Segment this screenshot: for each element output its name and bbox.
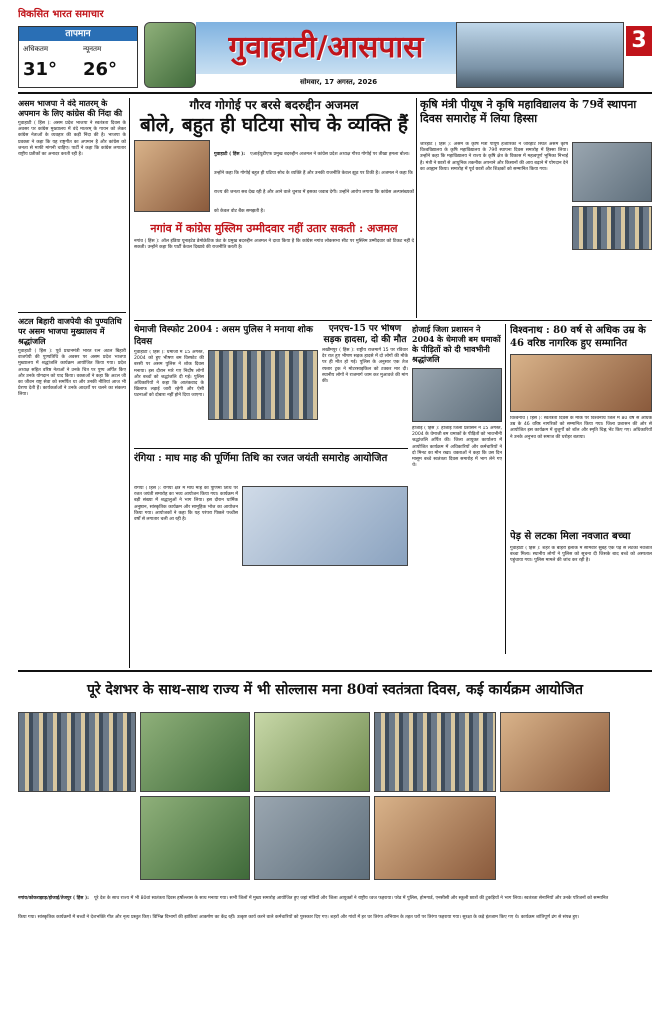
- bottom-photo-4: [374, 712, 496, 792]
- rangiya-headline: रंगिया : माघ माह की पूर्णिमा तिथि का रजत जयंती समारोह आयोजित: [134, 453, 388, 464]
- weather-max-value: 31°: [23, 59, 58, 80]
- mid-left-article: [134, 324, 318, 446]
- lead-headline: बोले, बहुत ही घटिया सोच के व्यक्ति हैं: [140, 114, 408, 136]
- mid-right-photo: [412, 368, 502, 422]
- mid-center-headline: एनएच-15 पर भीषण सड़क हादसा, दो की मौत: [323, 324, 407, 345]
- bottom-article-body: [18, 884, 610, 1018]
- right-top-photo: [572, 142, 652, 202]
- right-top-headline: कृषि मंत्री पीयूष ने कृषि महाविद्यालय के 79वें स्थापना दिवस समारोह में लिया हिस्सा: [420, 98, 637, 125]
- masthead-rule: [18, 92, 652, 94]
- mid-center-article: [322, 324, 408, 446]
- bottom-body: पूरे देश के साथ राज्य में भी 80वां स्वतंत्रता दिवस हर्षोल्लास के साथ मनाया गया। सभी जिलों में मुख्य समारोह आयोजित हुए जहां मंत्रियों और जिला आयुक्तों ने राष्ट्रीय ध्वज फहराया। परेड में पुलिस, होमगार्ड, एनसीसी और स्कूली छात्रों की टुकड़ियों ने भाग लिया। स्वतंत्रता सेनानियों और उनके परिजनों को सम्मानित किया गया। सांस्कृतिक कार्यक्रमों में बच्चों ने देशभक्ति गीत और नृत्य प्रस्तुत किए। विभिन्न विभागों की झांकियां आकर्षण का केंद्र रहीं। उत्कृष्ट कार्य करने वाले कर्मचारियों को पुरस्कार दिए गए। शहरों और गांवों में हर घर तिरंगा अभियान के तहत घरों पर तिरंगा फहराया गया। सुरक्षा के कड़े इंतजाम किए गए थे। कार्यक्रम शांतिपूर्ण ढंग से संपन्न हुए।: [18, 896, 609, 920]
- far-right-headline: विश्वनाथ : 80 वर्ष से अधिक उम्र के 46 वरिष्ठ नागरिक हुए सम्मानित: [510, 325, 646, 349]
- weather-min-value: 26°: [83, 59, 118, 80]
- bottom-headline: पूरे देशभर के साथ-साथ राज्य में भी सोल्लास मना 80वां स्वतंत्रता दिवस, कई कार्यक्रम आयोजित: [86, 682, 584, 698]
- bottom-photo-1: [18, 712, 136, 792]
- weather-label: तापमान: [19, 27, 137, 41]
- lead-kicker: गौरव गोगोई पर बरसे बदरुद्दीन अजमल: [189, 98, 359, 112]
- masthead-title: गुवाहाटी/आसपास: [228, 30, 424, 65]
- lead-photo: [134, 140, 210, 212]
- masthead-city-photo: [144, 22, 196, 88]
- far-right-article: [510, 324, 652, 654]
- bottom-photo-5: [500, 712, 610, 792]
- weather-max-label: अधिकतम: [23, 45, 49, 53]
- weather-box: [18, 26, 138, 88]
- bottom-photo-7: [254, 796, 370, 880]
- bottom-photo-8: [374, 796, 496, 880]
- issue-date: सोमवार, 17 अगस्त, 2026: [300, 78, 378, 86]
- page-number: 3: [626, 26, 652, 56]
- upper-band-rule: [134, 320, 652, 321]
- bottom-photo-6: [140, 796, 250, 880]
- left-article-1: [18, 98, 126, 310]
- sub-lead-headline: नगांव में कांग्रेस मुस्लिम उम्मीदवार नहीं उतार सकती : अजमल: [150, 222, 398, 235]
- bottom-photo-3: [254, 712, 370, 792]
- left-divider: [18, 312, 126, 313]
- left-article-2: [18, 316, 126, 666]
- mid-right-body: होजाई ( हिंस ): होजाई जिला प्रशासन ने 15 अगस्त, 2004 के धेमाजी बम धमाकों के पीड़ितों को भावभीनी श्रद्धांजलि अर्पित की। जिला आयुक्त कार्यालय में आयोजित कार्यक्रम में अधिकारियों और कर्मचारियों ने दो मिनट का मौन रखा। वक्ताओं ने कहा कि उस दिन मासूम बच्चे स्वतंत्रता दिवस समारोह में भाग लेने गए थे।: [412, 426, 502, 469]
- rangiya-body: रंगिया ( हिंस ): रंगिया क्षेत्र में माघ माह की पूर्णिमा तिथि पर रजत जयंती समारोह का भव्य आयोजन किया गया। कार्यक्रम में बड़ी संख्या में श्रद्धालुओं ने भाग लिया। इस दौरान धार्मिक अनुष्ठान, सांस्कृतिक कार्यक्रम और सामूहिक भोज का आयोजन किया गया। आयोजकों ने कहा कि यह परंपरा पिछले पच्चीस वर्षों से लगातार चली आ रही है।: [134, 486, 238, 523]
- far-right-body: विश्वनाथ ( हिंस ): स्वतंत्रता दिवस के मौके पर विश्वनाथ जिले में 80 वर्ष से अधिक उम्र के 46 वरिष्ठ नागरिकों को सम्मानित किया गया। जिला प्रशासन की ओर से आयोजित इस कार्यक्रम में बुजुर्गों को शॉल और स्मृति चिह्न भेंट किए गए। अधिकारियों ने उनके अनुभव को समाज की धरोहर बताया।: [510, 416, 652, 440]
- lead-dateline: गुवाहाटी ( हिंस ):: [214, 152, 246, 157]
- left-article-1-headline: असम भाजपा ने वंदे मातरम् के अपमान के लिए कांग्रेस की निंदा की: [18, 98, 123, 118]
- mid-right-article: [412, 324, 502, 654]
- left-article-1-body: गुवाहाटी ( हिंस ): असम प्रदेश भाजपा ने स्वतंत्रता दिवस के अवसर पर कांग्रेस मुख्यालय में वंदे मातरम् के गायन को लेकर कांग्रेस नेताओं के व्यवहार की कड़ी निंदा की है। भाजपा के प्रवक्ता ने कहा कि यह राष्ट्रगीत का अपमान है और कांग्रेस को जनता से माफी मांगनी चाहिए। पार्टी ने कहा कि कांग्रेस लगातार राष्ट्रीय प्रतीकों का अनादर करती रही है।: [18, 121, 126, 158]
- left-article-2-body: गुवाहाटी ( हिंस ): पूर्व प्रधानमंत्री भारत रत्न अटल बिहारी वाजपेयी की पुण्यतिथि के अवसर पर असम प्रदेश भाजपा मुख्यालय में श्रद्धांजलि कार्यक्रम आयोजित किया गया। प्रदेश अध्यक्ष सहित वरिष्ठ नेताओं ने उनके चित्र पर पुष्प अर्पित किए और उनके योगदान को याद किया। वक्ताओं ने कहा कि अटल जी का जीवन राष्ट्र सेवा को समर्पित था और उनकी नीतियां आज भी प्रेरणा देती हैं। कार्यकर्ताओं ने उनके आदर्शों पर चलने का संकल्प लिया।: [18, 349, 126, 398]
- rangiya-photo: [242, 486, 408, 566]
- mid-left-photo: [208, 350, 318, 420]
- bottom-dateline: नगांव/कोकराझाड़/होजाई/तेजपुर ( हिंस ):: [18, 896, 89, 901]
- right-top-photo-2: [572, 206, 652, 250]
- bottom-side-column: [614, 712, 652, 1018]
- lead-body-wrap: [214, 140, 414, 216]
- right-top-body: जोरहाट ( हिंस ): असम के कृषि मंत्री पीयूष हजारिका ने जोरहाट स्थित असम कृषि विश्वविद्यालय के कृषि महाविद्यालय के 79वें स्थापना दिवस समारोह में हिस्सा लिया। उन्होंने कहा कि महाविद्यालय ने राज्य के कृषि क्षेत्र के विकास में महत्वपूर्ण भूमिका निभाई है। मंत्री ने छात्रों से आधुनिक तकनीक अपनाने और किसानों की आय बढ़ाने में योगदान देने का आह्वान किया। समारोह में पूर्व छात्रों और शिक्षकों को सम्मानित किया गया।: [420, 142, 568, 172]
- mid-center-body: लखीमपुर ( हिंस ): राष्ट्रीय राजमार्ग 15 पर रविवार देर रात हुए भीषण सड़क हादसे में दो लोगों की मौके पर ही मौत हो गई। पुलिस के अनुसार एक तेज रफ्तार ट्रक ने मोटरसाइकिल को टक्कर मार दी। स्थानीय लोगों ने राजमार्ग जाम कर मुआवजे की मांग की।: [322, 348, 408, 385]
- far-right-photo: [510, 354, 652, 412]
- rangiya-body-extra: [242, 570, 408, 656]
- sub-lead-body: नगांव ( हिंस ): ऑल इंडिया यूनाइटेड डेमोक्रेटिक फ्रंट के प्रमुख बदरुद्दीन अजमल ने दावा किया है कि कांग्रेस नगांव लोकसभा सीट पर मुस्लिम उम्मीदवार को टिकट नहीं दे सकती। उन्होंने कहा कि पार्टी केवल दिखावे की राजनीति करती है।: [134, 239, 414, 251]
- rangiya-article: [134, 452, 408, 656]
- mid-left-headline: धेमाजी विस्फोट 2004 : असम पुलिस ने मनाया शोक दिवस: [134, 325, 313, 347]
- weather-min-label: न्यूनतम: [83, 45, 102, 53]
- lead-body: एआईयूडीएफ प्रमुख बदरुद्दीन अजमल ने कांग्रेस प्रदेश अध्यक्ष गौरव गोगोई पर तीखा हमला बोला। उन्होंने कहा कि गोगोई बहुत ही घटिया सोच के व्यक्ति हैं और उनकी राजनीति केवल झूठ पर टिकी है। अजमल ने कहा कि राज्य की जनता सब देख रही है और आने वाले चुनाव में इसका जवाब देगी। उन्होंने आरोप लगाया कि कांग्रेस अल्पसंख्यकों को केवल वोट बैंक समझती है।: [214, 152, 414, 214]
- masthead-bridge-photo: [456, 22, 624, 88]
- rangiya-rule: [134, 448, 408, 449]
- bottom-band-rule: [18, 670, 652, 672]
- col-rule-3: [505, 324, 506, 654]
- mid-left-body: गुवाहाटी ( हिंस ): धेमाजी में 15 अगस्त, 2004 को हुए भीषण बम विस्फोट की बरसी पर असम पुलिस ने शोक दिवस मनाया। इस दौरान मारे गए निर्दोष लोगों और बच्चों को श्रद्धांजलि दी गई। पुलिस अधिकारियों ने कहा कि आतंकवाद के खिलाफ लड़ाई जारी रहेगी और ऐसी घटनाओं को दोबारा नहीं होने दिया जाएगा।: [134, 350, 204, 399]
- masthead-banner: [196, 22, 456, 74]
- far-right-body-2: गुवाहाटी ( हिंस ): शहर के बाहरी इलाके में सोमवार सुबह एक पेड़ से लटका नवजात बच्चा मिला। स्थानीय लोगों ने पुलिस को सूचना दी जिसके बाद बच्चे को अस्पताल पहुंचाया गया। पुलिस मामले की जांच कर रही है।: [510, 546, 652, 564]
- col-rule-2: [416, 98, 417, 318]
- publisher-name: विकसित भारत समाचार: [18, 9, 104, 20]
- right-top-article: [420, 98, 652, 318]
- far-right-headline-2: पेड़ से लटका मिला नवजात बच्चा: [510, 531, 631, 542]
- col-rule-1: [129, 98, 130, 668]
- masthead: [0, 0, 670, 92]
- sub-lead-article: [134, 222, 414, 318]
- left-article-2-headline: अटल बिहारी वाजपेयी की पुण्यतिथि पर असम भाजपा मुख्यालय में श्रद्धांजलि: [18, 316, 122, 346]
- bottom-photo-2: [140, 712, 250, 792]
- mid-right-headline: होजाई जिला प्रशासन ने 2004 के धेमाजी बम धमाकों के पीड़ितों को दी भावभीनी श्रद्धांजलि: [412, 324, 501, 364]
